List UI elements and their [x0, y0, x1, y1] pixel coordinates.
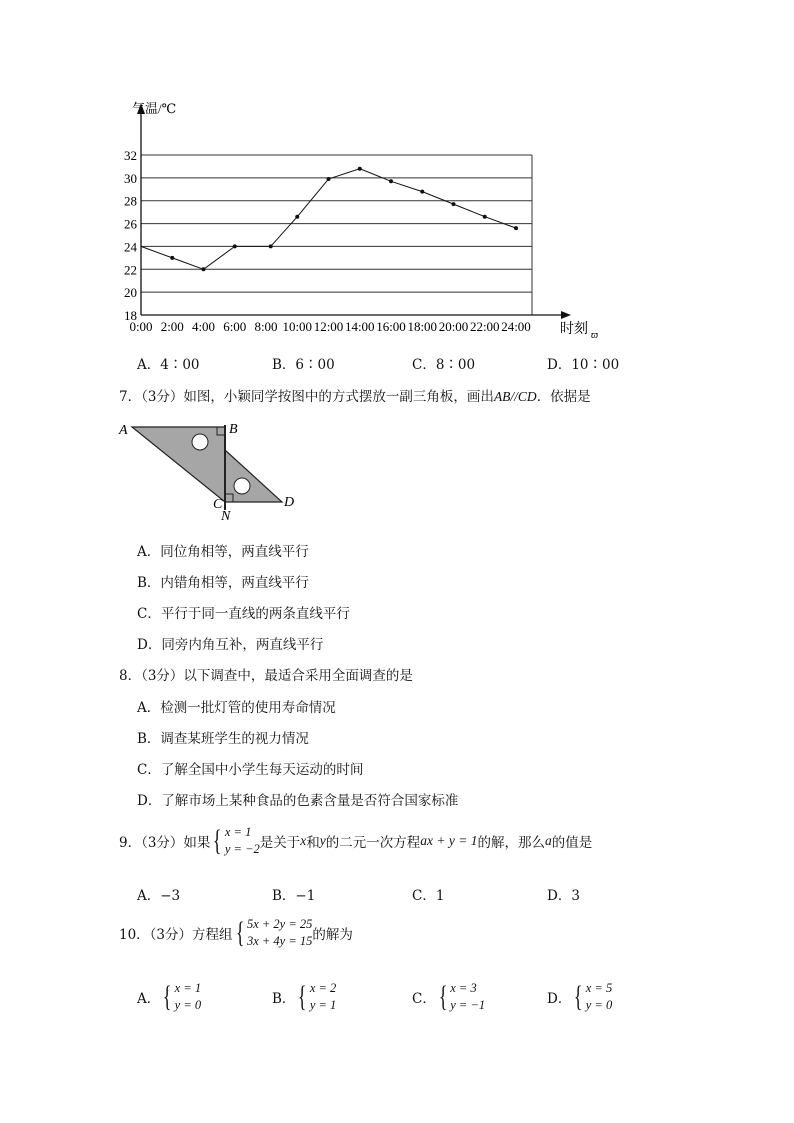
q10-tail: 的解为 — [312, 927, 353, 943]
temperature-line-chart — [0, 0, 794, 350]
y-axis-label: 气温/℃ — [132, 101, 177, 116]
q10-option-c-label: C． — [412, 991, 436, 1007]
data-point-11 — [483, 215, 487, 219]
q10-brace: { — [235, 916, 245, 949]
triangle-ruler-small — [225, 450, 282, 502]
x-tick-5: 10:00 — [282, 319, 313, 334]
q10-option-d-row-2: y = 0 — [585, 998, 613, 1012]
triangle-rulers-figure — [110, 415, 310, 525]
q9-option-d: D．3 — [547, 888, 580, 904]
q10-option-c-row-1: x = 3 — [450, 981, 477, 995]
q10-equation-system — [233, 916, 313, 950]
q9-mid2: 和 — [306, 835, 320, 851]
q10-option-b-row-2: y = 1 — [309, 998, 337, 1012]
q6-option-b: B．6∶00 — [272, 357, 335, 373]
q10-option-b-system — [295, 980, 336, 1014]
x-tick-7: 14:00 — [344, 319, 375, 334]
q7-math: AB//CD — [493, 389, 537, 404]
q8-option-c: C．了解全国中小学生每天运动的时间 — [137, 762, 364, 778]
q8-option-b: B．调查某班学生的视力情况 — [137, 731, 309, 747]
q9-mid3: 的二元一次方程 — [325, 835, 421, 851]
q7-option-b: B．内错角相等，两直线平行 — [137, 575, 309, 591]
x-tick-4: 8:00 — [254, 319, 278, 334]
q7-stem-text: 7．（3分）如图，小颖同学按图中的方式摆放一副三角板，画出 — [119, 389, 494, 405]
q9-stem — [119, 824, 592, 858]
x-tick-1: 2:00 — [160, 319, 184, 334]
q9-mid1: 是关于 — [259, 835, 301, 851]
x-tick-12: 24:00 — [501, 319, 531, 334]
q10-option-d-label: D． — [547, 991, 572, 1007]
q10-option-d — [547, 980, 612, 1014]
x-tick-11: 22:00 — [469, 319, 500, 334]
q9-var-x: x — [300, 833, 307, 848]
q7-option-c: C．平行于同一直线的两条直线平行 — [137, 606, 350, 622]
q10-sys-row-1: 5x + 2y = 25 — [246, 917, 313, 931]
q6-option-c: C．8∶00 — [412, 357, 476, 373]
q8-option-d: D．了解市场上某种食品的色素含量是否符合国家标准 — [137, 793, 459, 809]
data-point-10 — [452, 202, 456, 206]
q9-option-a: A．−3 — [137, 888, 181, 904]
q6-option-a: A．4∶00 — [137, 357, 200, 373]
q9-sys-row-1: x = 1 — [224, 825, 252, 839]
q9-tail: 的值是 — [551, 835, 593, 851]
q8-stem: 8．（3分）以下调查中，最适合采用全面调查的是 — [119, 668, 413, 684]
x-axis-label: 时刻 — [560, 322, 588, 337]
y-tick-20: 20 — [124, 285, 137, 301]
q9-option-c: C．1 — [412, 888, 445, 904]
q10-option-a-system — [160, 980, 201, 1014]
triangle-large-hole — [192, 434, 208, 450]
y-tick-26: 26 — [124, 216, 137, 232]
data-point-3 — [233, 244, 237, 248]
y-tick-18: 18 — [124, 308, 137, 323]
q10-option-b-brace: { — [298, 980, 307, 1013]
q9-sys-row-2: y = −2 — [224, 842, 260, 856]
q10-option-a-label: A． — [137, 991, 161, 1007]
x-tick-8: 16:00 — [376, 319, 406, 334]
y-tick-28: 28 — [124, 193, 137, 209]
q10-option-b — [272, 980, 336, 1014]
q9-equation-system — [210, 824, 259, 858]
data-point-4 — [269, 244, 273, 248]
x-axis-arrow — [561, 311, 571, 319]
y-tick-32: 32 — [124, 148, 137, 163]
q10-option-c-row-2: y = −1 — [450, 998, 486, 1012]
q10-stem — [119, 916, 353, 950]
data-point-12 — [514, 226, 518, 230]
x-axis-symbol: ϖ — [591, 330, 599, 341]
label-b: B — [229, 422, 238, 437]
x-tick-6: 12:00 — [313, 319, 344, 334]
q10-option-c-system — [436, 980, 485, 1014]
q10-prefix: 10．（3分）方程组 — [119, 927, 233, 943]
label-c: C — [213, 497, 223, 512]
x-tick-0: 0:00 — [129, 319, 153, 334]
y-tick-30: 30 — [124, 170, 137, 186]
x-tick-2: 4:00 — [191, 319, 216, 334]
chart-axes — [137, 103, 571, 319]
data-point-9 — [420, 190, 424, 194]
q6-option-d: D．10∶00 — [547, 357, 620, 373]
chart-labels — [124, 101, 599, 341]
data-point-7 — [358, 167, 362, 171]
q8-option-a: A．检测一批灯管的使用寿命情况 — [137, 700, 336, 716]
q9-brace: { — [213, 824, 222, 857]
q10-option-a-brace: { — [163, 980, 172, 1013]
data-point-1 — [170, 256, 174, 260]
q9-var-a: a — [544, 833, 552, 848]
triangle-ruler-large — [132, 427, 225, 502]
q9-mid4: 的解，那么 — [477, 835, 545, 851]
q7-option-d: D．同旁内角互补，两直线平行 — [137, 637, 324, 653]
x-tick-3: 6:00 — [223, 319, 247, 334]
q10-option-a — [137, 980, 201, 1014]
q10-option-d-system — [571, 980, 612, 1014]
q10-option-d-row-1: x = 5 — [585, 981, 613, 995]
q10-option-d-brace: { — [574, 980, 583, 1013]
triangle-small-hole — [234, 478, 250, 494]
data-point-5 — [295, 215, 299, 219]
chart-grid — [141, 155, 532, 315]
x-tick-9: 18:00 — [407, 319, 438, 334]
data-point-8 — [389, 179, 393, 183]
data-point-2 — [202, 267, 206, 271]
y-tick-22: 22 — [124, 262, 137, 278]
q7-tail: ．依据是 — [536, 389, 591, 405]
series-path — [141, 169, 516, 270]
q10-option-b-row-1: x = 2 — [309, 981, 337, 995]
q10-option-a-row-2: y = 0 — [174, 998, 202, 1012]
q9-option-b: B．−1 — [272, 888, 316, 904]
x-tick-10: 20:00 — [438, 319, 469, 334]
q10-option-a-row-1: x = 1 — [174, 981, 202, 995]
label-d: D — [284, 495, 295, 510]
q10-option-c — [412, 980, 485, 1014]
q10-sys-row-2: 3x + 4y = 15 — [246, 934, 313, 948]
q7-stem — [119, 385, 591, 405]
q9-prefix: 9．（3分）如果 — [119, 835, 211, 851]
q10-option-b-label: B． — [272, 991, 296, 1007]
q7-option-a: A．同位角相等，两直线平行 — [137, 544, 309, 560]
q10-option-c-brace: { — [438, 980, 448, 1013]
y-tick-24: 24 — [124, 239, 137, 255]
q9-equation: ax + y = 1 — [420, 833, 478, 848]
label-n: N — [221, 509, 231, 524]
chart-series-line — [141, 169, 516, 270]
q9-var-y: y — [319, 833, 326, 848]
label-a: A — [119, 423, 128, 438]
data-point-6 — [327, 177, 331, 181]
